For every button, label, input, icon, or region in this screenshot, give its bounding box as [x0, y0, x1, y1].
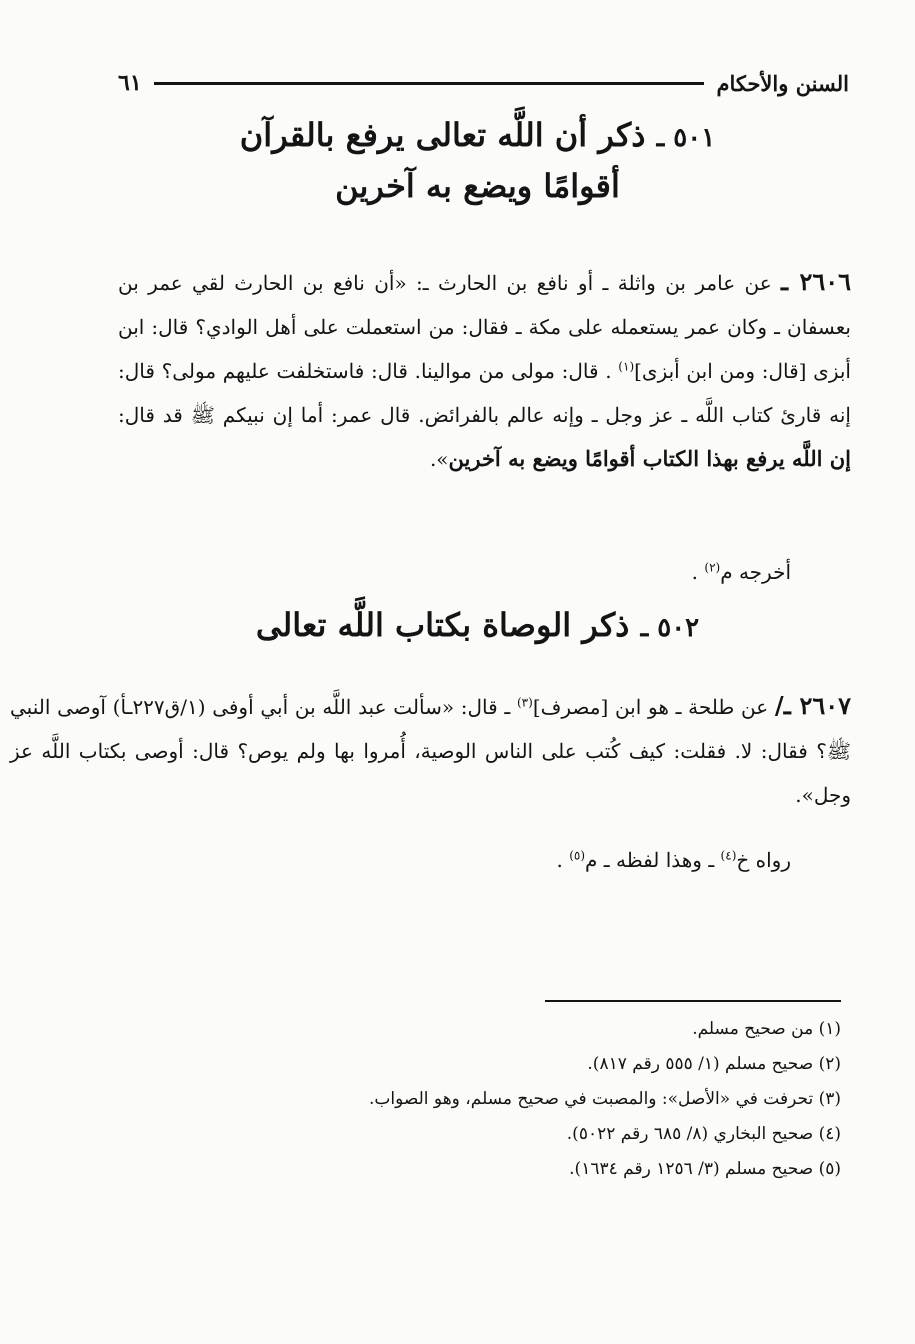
footnote-ref-4: (٤)	[720, 848, 737, 863]
footnote-ref-3: (٣)	[516, 695, 533, 710]
hadith-number-2606: ٢٦٠٦ ـ	[781, 267, 852, 296]
hadith-2606-end: ».	[429, 447, 449, 471]
footnotes-list	[118, 1012, 841, 1187]
footnote-ref-1: (١)	[618, 359, 635, 374]
section-heading-502	[110, 600, 845, 651]
footnote-3: (٣) تحرفت في «الأصل»: والمصبت في صحيح مسلم، وهو الصواب.	[368, 1089, 841, 1109]
section-number-502: ٥٠٢ ـ	[640, 613, 700, 643]
heading-502-title: ذكر الوصاة بكتاب اللَّه تعالى	[255, 606, 630, 644]
takhrij-2607-b: ـ وهذا لفظه ـ م	[585, 848, 721, 872]
hadith-number-2607: ٢٦٠٧ ـ/	[774, 691, 851, 720]
takhrij-2607-a: رواه خ	[736, 848, 791, 872]
section-heading-501	[110, 110, 845, 212]
footnote-1: (١) من صحيح مسلم.	[692, 1019, 841, 1039]
takhrij-2606-end: .	[691, 560, 705, 584]
footnote-ref-5: (٥)	[569, 848, 586, 863]
footnote-5: (٥) صحيح مسلم (٣/ ١٢٥٦ رقم ١٦٣٤).	[569, 1159, 841, 1179]
hadith-2606-bold-quote: إن اللَّه يرفع بهذا الكتاب أقوامًا ويضع به آخرين	[448, 446, 851, 471]
hadith-2607-part2: ـ قال: «سألت عبد اللَّه بن أبي أوفى (١/ق٢٢٧ـأ) آوصى النبي ﷺ؟ فقال: لا. فقلت: كيف كُتب على الناس الوصية، أُمروا بها ولم يوص؟ قال: أوصى بكتاب اللَّه عز وجل».	[10, 695, 851, 807]
hadith-2607-part1: عن طلحة ـ هو ابن [مصرف]	[532, 695, 775, 719]
section-number-501: ٥٠١ ـ	[656, 123, 716, 153]
footnote-ref-2: (٢)	[704, 560, 721, 575]
header-rule	[154, 82, 705, 85]
page-number: ٦١	[118, 70, 142, 96]
heading-501-title-line1: ذكر أن اللَّه تعالى يرفع بالقرآن	[239, 116, 646, 154]
takhrij-2606-text: أخرجه م	[720, 560, 791, 584]
heading-501-line1	[110, 110, 845, 161]
takhrij-2607-end: .	[556, 848, 570, 872]
footnote-4: (٤) صحيح البخاري (٨/ ٦٨٥ رقم ٥٠٢٢).	[566, 1124, 841, 1144]
hadith-2606-part1: عن عامر بن واثلة ـ أو نافع بن الحارث ـ: «أن نافع بن الحارث لقي عمر بن بعسفان ـ وكان عمر يستعمله على مكة ـ فقال: من استعملت على أهل الوادي؟ قال: ابن أبزى [قال: ومن ابن أبزى]	[118, 271, 851, 383]
heading-501-title-line2: أقوامًا ويضع به آخرين	[335, 167, 620, 206]
hadith-2607-takhrij	[118, 840, 791, 880]
hadith-2606-text	[118, 260, 851, 481]
hadith-2607-text	[10, 684, 851, 817]
hadith-2606-takhrij	[118, 552, 791, 592]
footnote-separator	[545, 1000, 841, 1002]
running-header	[118, 66, 849, 100]
footnote-2: (٢) صحيح مسلم (١/ ٥٥٥ رقم ٨١٧).	[587, 1054, 841, 1074]
hadith-2606-part2: . قال: مولى من موالينا. قال: فاستخلفت عليهم مولى؟ قال: إنه قارئ كتاب اللَّه ـ عز وجل ـ وإنه عالم بالفرائض. قال عمر: أما إن نبيكم ﷺ قد قال:	[118, 359, 851, 427]
running-title: السنن والأحكام	[716, 70, 849, 96]
